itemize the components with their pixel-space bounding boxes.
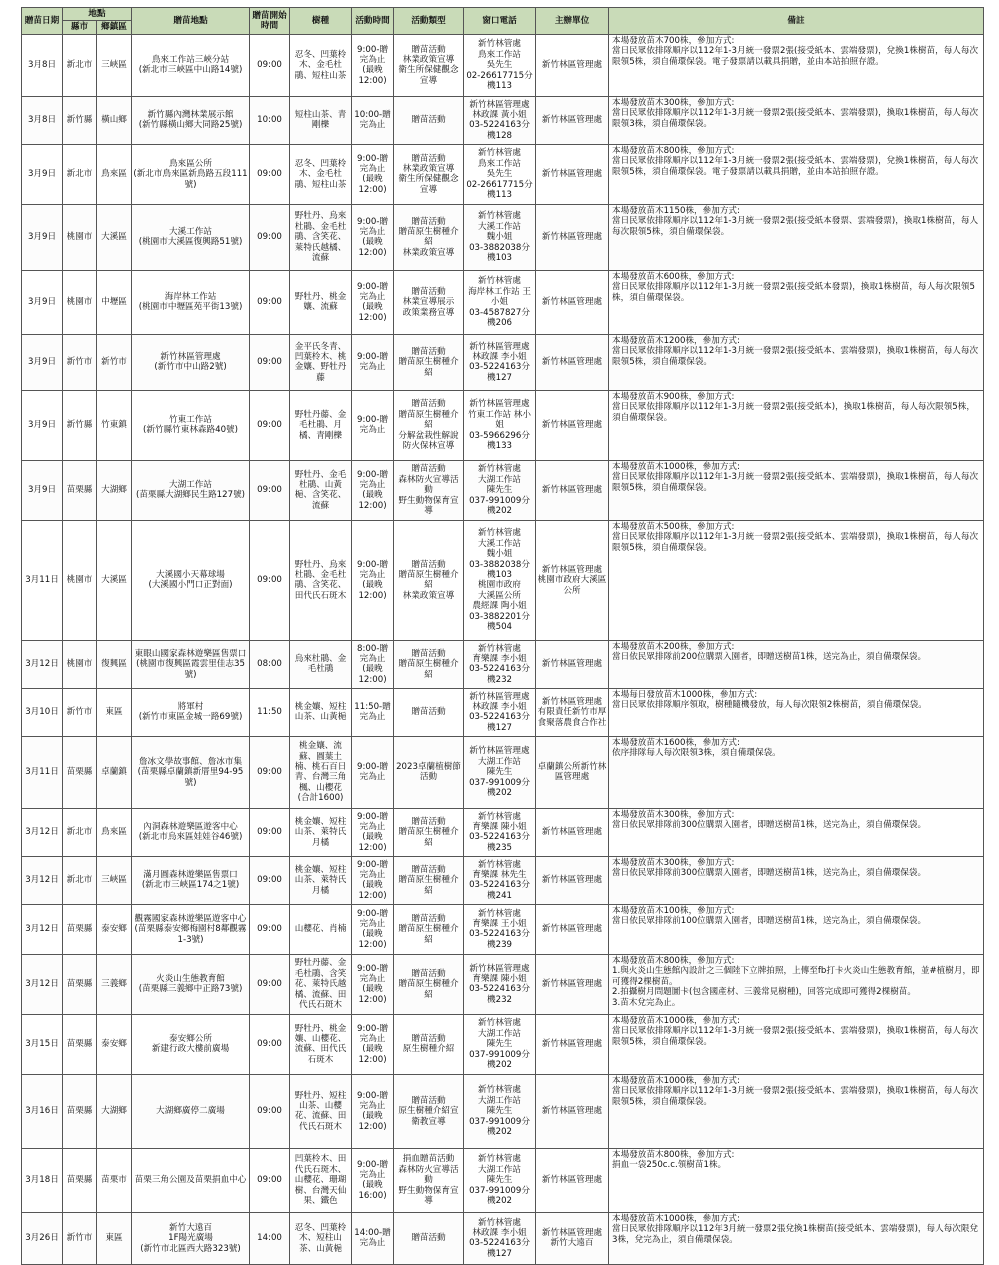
cell-activity-type: 贈苗活動 贈苗原生樹種介紹 [394, 904, 464, 954]
cell-county: 桃園市 [63, 520, 97, 640]
header-phone: 窗口電話 [464, 8, 536, 35]
cell-activity-type: 贈苗活動 贈苗原生樹種介紹 [394, 334, 464, 390]
cell-note: 本場發放苗木1000株，參加方式: 當日民眾依排隊順序以112年3月統一發票2張兌換1株樹苗(接受紙本、雲端發票)，每人每次限兌3株，兌完為止，須自備環保袋。 [609, 1212, 984, 1264]
cell-start-time: 09:00 [250, 808, 290, 856]
cell-address: 滿月圓森林遊樂區售票口 (新北市三峽區174之1號) [132, 856, 250, 904]
cell-date: 3月16日 [22, 1074, 63, 1148]
cell-address: 鳥來工作站三峽分站 (新北市三峽區中山路14號) [132, 34, 250, 96]
cell-start-time: 09:00 [250, 34, 290, 96]
cell-township: 泰安鄉 [97, 1014, 132, 1074]
cell-address: 鳥來區公所 (新北市鳥來區新鳥路五段111號) [132, 144, 250, 204]
cell-duration: 9:00-贈完為止 [352, 736, 394, 808]
cell-county: 桃園市 [63, 640, 97, 688]
cell-organizer: 新竹林區管理處 [536, 270, 609, 334]
cell-address: 海岸林工作站 (桃園市中壢區苑平街13號) [132, 270, 250, 334]
cell-start-time: 10:00 [250, 96, 290, 144]
cell-species: 短柱山茶、青剛櫟 [290, 96, 352, 144]
cell-species: 忍冬、凹葉柃木、金毛杜鵑、短柱山茶 [290, 34, 352, 96]
cell-address: 東眼山國家森林遊樂區售票口 (桃園市復興區霞雲里佳志35號) [132, 640, 250, 688]
cell-duration: 9:00-贈完為止 (最晚12:00) [352, 460, 394, 520]
cell-species: 桃金孃、短柱山茶、山黃梔 [290, 688, 352, 736]
cell-species: 野牡丹、短柱山茶、山櫻花、流蘇、田代氏石斑木 [290, 1074, 352, 1148]
cell-county: 新北市 [63, 856, 97, 904]
cell-address: 將軍村 (新竹市東區金城一路69號) [132, 688, 250, 736]
table-row [22, 1014, 984, 1074]
cell-species: 野牡丹、烏來杜鵑、金毛杜鵑、含笑花、萊特氏越橘、流蘇 [290, 204, 352, 270]
cell-address: 火炎山生態教育館 (苗栗縣三義鄉中正路73號) [132, 954, 250, 1014]
cell-duration: 9:00-贈完為止 (最晚16:00) [352, 1148, 394, 1212]
header-county: 縣市 [63, 21, 97, 34]
cell-duration: 9:00-贈完為止 (最晚12:00) [352, 1014, 394, 1074]
cell-note: 本場發放苗木800株，參加方式: 當日民眾依排隊順序以112年1-3月統一發票2張(接受紙本、雲端發票)，兌換1株樹苗，每人每次限領5株，須自備環保袋。電子發票請以載具捐贈，並由本站拍照存證。 [609, 144, 984, 204]
cell-note: 本場發放苗木1000株，參加方式: 當日民眾依排隊順序以112年1-3月統一發票2張(接受紙本、雲端發票)，換取1株樹苗，每人每次限領5株，須自備環保袋。 [609, 1014, 984, 1074]
cell-duration: 8:00-贈完為止 (最晚12:00) [352, 640, 394, 688]
cell-duration: 9:00-贈完為止 (最晚12:00) [352, 204, 394, 270]
cell-township: 大溪區 [97, 204, 132, 270]
cell-county: 苗栗縣 [63, 1148, 97, 1212]
cell-county: 新北市 [63, 34, 97, 96]
cell-phone: 新竹林管處 大溪工作站 魏小姐 03-3882038分機103 [464, 204, 536, 270]
cell-organizer: 新竹林區管理處 [536, 1014, 609, 1074]
table-row [22, 204, 984, 270]
cell-organizer: 新竹林區管理處 [536, 204, 609, 270]
cell-county: 新竹縣 [63, 96, 97, 144]
cell-phone: 新竹林管處 大湖工作站 陳先生 037-991009分機202 [464, 1074, 536, 1148]
table-row [22, 640, 984, 688]
cell-activity-type: 贈苗活動 林業政策宣導 衛生所保健觀念宣導 [394, 34, 464, 96]
header-activity-type: 活動類型 [394, 8, 464, 35]
cell-start-time: 08:00 [250, 640, 290, 688]
cell-species: 忍冬、凹葉柃木、短柱山茶、山黃梔 [290, 1212, 352, 1264]
header-start-time: 贈苗開始時間 [250, 8, 290, 35]
cell-activity-type: 贈苗活動 原生樹種介紹 [394, 1014, 464, 1074]
cell-date: 3月12日 [22, 808, 63, 856]
table-row [22, 1148, 984, 1212]
cell-note: 本場每日發放苗木1000株，參加方式: 當日民眾依排隊順序領取，樹種隨機發放，每人每次限領2株樹苗，須自備環保袋。 [609, 688, 984, 736]
cell-species: 烏來杜鵑、金毛杜鵑 [290, 640, 352, 688]
table-row [22, 904, 984, 954]
cell-phone: 新竹林區管理處 林政課 李小姐 03-5224163分機127 [464, 334, 536, 390]
cell-activity-type: 贈苗活動 原生樹種介紹宣衛教宣導 [394, 1074, 464, 1148]
cell-activity-type: 贈苗活動 [394, 688, 464, 736]
cell-date: 3月26日 [22, 1212, 63, 1264]
table-body [22, 34, 984, 1264]
cell-note: 本場發放苗木300株，參加方式: 當日依民眾排隊前300位購票入園者，即贈送樹苗1株，送完為止，須自備環保袋。 [609, 808, 984, 856]
cell-duration: 11:50-贈完為止 [352, 688, 394, 736]
cell-township: 三峽區 [97, 34, 132, 96]
cell-county: 新竹市 [63, 334, 97, 390]
cell-species: 凹葉柃木、田代氏石斑木、山櫻花、珊瑚樹、台灣天仙果、鐵色 [290, 1148, 352, 1212]
table-row [22, 34, 984, 96]
cell-address: 苗栗三角公園及苗栗捐血中心 [132, 1148, 250, 1212]
cell-activity-type: 贈苗活動 [394, 1212, 464, 1264]
cell-address: 泰安鄉公所 新建行政大樓前廣場 [132, 1014, 250, 1074]
cell-duration: 9:00-贈完為止 (最晚12:00) [352, 904, 394, 954]
cell-date: 3月12日 [22, 640, 63, 688]
cell-start-time: 09:00 [250, 954, 290, 1014]
cell-species: 野牡丹藤、金毛杜鵑、月橘、青剛櫟 [290, 390, 352, 460]
cell-duration: 9:00-贈完為止 (最晚12:00) [352, 808, 394, 856]
cell-township: 卓蘭鎮 [97, 736, 132, 808]
cell-county: 桃園市 [63, 270, 97, 334]
cell-note: 本場發放苗木1150株，參加方式: 當日民眾依排隊順序以112年1-3月統一發票2張(接受紙本發票、雲端發票)，換取1株樹苗，每人每次限領5株，須自備環保袋。 [609, 204, 984, 270]
cell-species: 桃金孃、流蘇、圓葉土楠、桃石百日青、台灣三角楓、山櫻花 (合計1600) [290, 736, 352, 808]
cell-organizer: 新竹林區管理處 [536, 808, 609, 856]
cell-address: 大湖工作站 (苗栗縣大湖鄉民生路127號) [132, 460, 250, 520]
cell-phone: 新竹林管處 鳥來工作站 吳先生 02-26617715分機113 [464, 144, 536, 204]
cell-note: 本場發放苗木100株，參加方式: 當日依民眾排隊前100位購票入園者，即贈送樹苗1株，送完為止，須自備環保袋。 [609, 904, 984, 954]
cell-township: 東區 [97, 1212, 132, 1264]
cell-activity-type: 贈苗活動 贈苗原生樹種介紹 分解盆栽性解說 防火保林宣導 [394, 390, 464, 460]
cell-phone: 新竹林管處 育樂課 王小姐 03-5224163分機239 [464, 904, 536, 954]
cell-phone: 新竹林管處 育樂課 林先生 03-5224163分機241 [464, 856, 536, 904]
cell-county: 新竹市 [63, 1212, 97, 1264]
header-organizer: 主辦單位 [536, 8, 609, 35]
cell-county: 苗栗縣 [63, 736, 97, 808]
cell-note: 本場發放苗木200株，參加方式: 當日依民眾排隊前200位購票入園者，即贈送樹苗1株，送完為止，須自備環保袋。 [609, 640, 984, 688]
cell-date: 3月12日 [22, 904, 63, 954]
cell-species: 山櫻花、肖楠 [290, 904, 352, 954]
cell-date: 3月9日 [22, 460, 63, 520]
cell-date: 3月9日 [22, 390, 63, 460]
cell-start-time: 09:00 [250, 904, 290, 954]
cell-species: 野牡丹藤、金毛杜鵑、含笑花、萊特氏越橘、流蘇、田代氏石斑木 [290, 954, 352, 1014]
cell-phone: 新竹林管處 大湖工作站 陳先生 037-991009分機202 [464, 1014, 536, 1074]
header-township: 鄉鎮區 [97, 21, 132, 34]
cell-township: 泰安鄉 [97, 904, 132, 954]
cell-township: 中壢區 [97, 270, 132, 334]
cell-organizer: 新竹林區管理處 有限責任新竹市厚食聚落農食合作社 [536, 688, 609, 736]
cell-duration: 9:00-贈完為止 (最晚12:00) [352, 954, 394, 1014]
cell-address: 內洞森林遊樂區遊客中心 (新北市烏來區娃娃谷46號) [132, 808, 250, 856]
cell-date: 3月12日 [22, 856, 63, 904]
cell-phone: 新竹林管處 大溪工作站 魏小姐 03-3882038分機103 桃園市政府 大溪區公所 農經課 陶小姐 03-3882201分機504 [464, 520, 536, 640]
cell-start-time: 09:00 [250, 856, 290, 904]
cell-county: 新北市 [63, 144, 97, 204]
cell-date: 3月11日 [22, 736, 63, 808]
cell-date: 3月12日 [22, 954, 63, 1014]
table-row [22, 1212, 984, 1264]
table-row [22, 270, 984, 334]
cell-species: 野牡丹、金毛杜鵑、山黃梔、含笑花、流蘇 [290, 460, 352, 520]
cell-activity-type: 贈苗活動 贈苗原生樹種介紹 林業政策宣導 [394, 520, 464, 640]
cell-start-time: 09:00 [250, 144, 290, 204]
cell-township: 苗栗市 [97, 1148, 132, 1212]
cell-township: 大湖鄉 [97, 460, 132, 520]
cell-activity-type: 贈苗活動 贈苗原生樹種介紹 [394, 856, 464, 904]
cell-phone: 新竹林管處 海岸林工作站 王小姐 03-4587827分機206 [464, 270, 536, 334]
table-row [22, 688, 984, 736]
header-location: 地點 [63, 8, 132, 21]
cell-county: 苗栗縣 [63, 460, 97, 520]
cell-phone: 新竹林區管理處 育樂課 陳小姐 03-5224163分機232 [464, 954, 536, 1014]
cell-activity-type: 贈苗活動 森林防火宣導活動 野生動物保育宣導 [394, 460, 464, 520]
cell-activity-type: 贈苗活動 贈苗原生樹種介紹 [394, 954, 464, 1014]
cell-duration: 10:00-贈完為止 [352, 96, 394, 144]
cell-address: 詹冰文學故事館、詹冰市集 (苗栗縣卓蘭鎮新厝里94-95號) [132, 736, 250, 808]
cell-activity-type: 贈苗活動 林業政策宣導 衛生所保健觀念宣導 [394, 144, 464, 204]
cell-phone: 新竹林管處 鳥來工作站 吳先生 02-26617715分機113 [464, 34, 536, 96]
cell-phone: 新竹林管處 育樂課 陳小姐 03-5224163分機235 [464, 808, 536, 856]
cell-phone: 新竹林管處 大湖工作站 陳先生 037-991009分機202 [464, 460, 536, 520]
cell-address: 竹東工作站 (新竹縣竹東林森路40號) [132, 390, 250, 460]
cell-activity-type: 贈苗活動 贈苗原生樹種介紹 林業政策宣導 [394, 204, 464, 270]
table-row [22, 390, 984, 460]
cell-organizer: 新竹林區管理處 桃園市政府大溪區公所 [536, 520, 609, 640]
cell-duration: 9:00-贈完為止 [352, 334, 394, 390]
cell-start-time: 14:00 [250, 1212, 290, 1264]
seedling-event-table [21, 7, 984, 1265]
table-row [22, 808, 984, 856]
table-row [22, 736, 984, 808]
cell-phone: 新竹林區管理處 竹東工作站 林小姐 03-5966296分機133 [464, 390, 536, 460]
table-row [22, 520, 984, 640]
cell-note: 本場發放苗木1000株，參加方式: 當日民眾依排隊順序以112年1-3月統一發票2張(接受紙本、雲端發票)，換取1株樹苗，每人每次限領5株，須自備環保袋。 [609, 1074, 984, 1148]
cell-start-time: 09:00 [250, 1074, 290, 1148]
header-address: 贈苗地點 [132, 8, 250, 35]
cell-address: 大溪國小天幕球場 (大溪國小門口正對面) [132, 520, 250, 640]
cell-start-time: 09:00 [250, 1014, 290, 1074]
cell-duration: 9:00-贈完為止 (最晚12:00) [352, 144, 394, 204]
cell-organizer: 新竹林區管理處 [536, 856, 609, 904]
cell-note: 本場發放苗木300株，參加方式: 當日民眾依排隊順序以112年1-3月統一發票2張(接受紙本、雲端發票)，換取1株樹苗，每人每次限領3株，須自備環保袋。 [609, 96, 984, 144]
cell-note: 本場發放苗木900株，參加方式: 當日民眾依排隊順序以112年1-3月統一發票2張(接受紙本)，換取1株樹苗，每人每次限領5株，須自備環保袋。 [609, 390, 984, 460]
cell-organizer: 新竹林區管理處 [536, 1148, 609, 1212]
cell-note: 本場發放苗木1600株，參加方式: 依序排隊每人每次限領3株，須自備環保袋。 [609, 736, 984, 808]
cell-county: 苗栗縣 [63, 904, 97, 954]
cell-date: 3月9日 [22, 270, 63, 334]
cell-address: 新竹林區管理處 (新竹市中山路2號) [132, 334, 250, 390]
cell-start-time: 09:00 [250, 390, 290, 460]
cell-county: 新竹市 [63, 688, 97, 736]
cell-duration: 9:00-贈完為止 (最晚12:00) [352, 1074, 394, 1148]
cell-township: 鳥來區 [97, 808, 132, 856]
cell-activity-type: 贈苗活動 贈苗原生樹種介紹 [394, 808, 464, 856]
cell-address: 新竹縣內灣林業展示館 (新竹縣橫山鄉大同路25號) [132, 96, 250, 144]
table-row [22, 96, 984, 144]
cell-organizer: 新竹林區管理處 [536, 1074, 609, 1148]
cell-note: 本場發放苗木1000株，參加方式: 當日民眾依排隊順序以112年1-3月統一發票2張(接受紙本、雲端發票)，換取1株樹苗，每人每次限領5株，須自備環保袋。 [609, 460, 984, 520]
cell-organizer: 新竹林區管理處 [536, 954, 609, 1014]
cell-organizer: 新竹林區管理處 [536, 460, 609, 520]
cell-duration: 9:00-贈完為止 (最晚12:00) [352, 270, 394, 334]
cell-duration: 9:00-贈完為止 (最晚12:00) [352, 856, 394, 904]
cell-date: 3月15日 [22, 1014, 63, 1074]
cell-start-time: 09:00 [250, 270, 290, 334]
cell-activity-type: 贈苗活動 [394, 96, 464, 144]
cell-county: 苗栗縣 [63, 1074, 97, 1148]
cell-activity-type: 2023卓蘭植樹節活動 [394, 736, 464, 808]
cell-species: 桃金孃、短柱山茶、萊特氏月橘 [290, 856, 352, 904]
cell-township: 鳥來區 [97, 144, 132, 204]
cell-township: 竹東鎮 [97, 390, 132, 460]
table-row [22, 1074, 984, 1148]
cell-township: 橫山鄉 [97, 96, 132, 144]
cell-phone: 新竹林區管理處 林政課 黃小姐 03-5224163分機128 [464, 96, 536, 144]
cell-phone: 新竹林管處 大湖工作站 陳先生 037-991009分機202 [464, 1148, 536, 1212]
cell-start-time: 09:00 [250, 204, 290, 270]
cell-township: 新竹市 [97, 334, 132, 390]
cell-duration: 9:00-贈完為止 (最晚12:00) [352, 34, 394, 96]
cell-duration: 14:00-贈完為止 [352, 1212, 394, 1264]
cell-note: 本場發放苗木700株，參加方式: 當日民眾依排隊順序以112年1-3月統一發票2張(接受紙本、雲端發票)，兌換1株樹苗，每人每次限領5株，須自備環保袋。電子發票請以載具捐贈，並由本站拍照存證。 [609, 34, 984, 96]
header-species: 樹種 [290, 8, 352, 35]
cell-date: 3月18日 [22, 1148, 63, 1212]
cell-start-time: 09:00 [250, 520, 290, 640]
cell-county: 桃園市 [63, 204, 97, 270]
cell-organizer: 新竹林區管理處 [536, 34, 609, 96]
cell-phone: 新竹林區管理處 林政課 李小姐 03-5224163分機127 [464, 688, 536, 736]
table-row [22, 334, 984, 390]
cell-township: 大溪區 [97, 520, 132, 640]
cell-township: 三峽區 [97, 856, 132, 904]
cell-phone: 新竹林區管理處 大湖工作站 陳先生 037-991009分機202 [464, 736, 536, 808]
cell-species: 桃金孃、短柱山茶、萊特氏月橘 [290, 808, 352, 856]
cell-activity-type: 贈苗活動 贈苗原生樹種介紹 [394, 640, 464, 688]
cell-organizer: 新竹林區管理處 新竹大遠百 [536, 1212, 609, 1264]
table-row [22, 144, 984, 204]
table-row [22, 460, 984, 520]
table-row [22, 856, 984, 904]
cell-date: 3月10日 [22, 688, 63, 736]
cell-phone: 新竹林管處 林政課 李小姐 03-5224163分機127 [464, 1212, 536, 1264]
cell-organizer: 新竹林區管理處 [536, 334, 609, 390]
header-date: 贈苗日期 [22, 8, 63, 35]
cell-activity-type: 贈苗活動 林業宣導展示 政策業務宣導 [394, 270, 464, 334]
cell-township: 三義鄉 [97, 954, 132, 1014]
cell-organizer: 新竹林區管理處 [536, 640, 609, 688]
cell-address: 新竹大遠百 1F陽光廣場 (新竹市北區西大路323號) [132, 1212, 250, 1264]
cell-date: 3月9日 [22, 204, 63, 270]
cell-organizer: 新竹林區管理處 [536, 96, 609, 144]
cell-date: 3月8日 [22, 96, 63, 144]
cell-organizer: 新竹林區管理處 [536, 904, 609, 954]
cell-note: 本場發放苗木500株，參加方式: 當日民眾依排隊順序以112年1-3月統一發票2張(接受紙本、雲端發票)，換取1株樹苗，每人每次限領5株，須自備環保袋。 [609, 520, 984, 640]
cell-activity-type: 捐血贈苗活動 森林防火宣導活動 野生動物保育宣導 [394, 1148, 464, 1212]
cell-county: 苗栗縣 [63, 954, 97, 1014]
cell-address: 大溪工作站 (桃園市大溪區復興路51號) [132, 204, 250, 270]
cell-species: 野牡丹、桃金孃、山櫻花、流蘇、田代氏石斑木 [290, 1014, 352, 1074]
cell-organizer: 新竹林區管理處 [536, 144, 609, 204]
cell-note: 本場發放苗木1200株，參加方式: 當日民眾依排隊順序以112年1-3月統一發票2張(接受紙本、雲端發票)，換取1株樹苗，每人每次限領5株，須自備環保袋。 [609, 334, 984, 390]
cell-address: 觀霧國家森林遊樂區遊客中心 (苗栗縣泰安鄉梅園村8鄰觀霧1-3號) [132, 904, 250, 954]
cell-start-time: 09:00 [250, 1148, 290, 1212]
cell-species: 野牡丹、烏來杜鵑、金毛杜鵑、含笑花、田代氏石斑木 [290, 520, 352, 640]
header-duration: 活動時間 [352, 8, 394, 35]
cell-county: 新北市 [63, 808, 97, 856]
cell-duration: 9:00-贈完為止 [352, 390, 394, 460]
header-note: 備註 [609, 8, 984, 35]
cell-date: 3月8日 [22, 34, 63, 96]
cell-start-time: 11:50 [250, 688, 290, 736]
cell-species: 野牡丹、桃金孃、流蘇 [290, 270, 352, 334]
cell-address: 大湖鄉廣停二廣場 [132, 1074, 250, 1148]
cell-organizer: 卓蘭鎮公所新竹林區管理處 [536, 736, 609, 808]
cell-duration: 9:00-贈完為止 (最晚12:00) [352, 520, 394, 640]
cell-organizer: 新竹林區管理處 [536, 390, 609, 460]
cell-start-time: 09:00 [250, 460, 290, 520]
cell-note: 本場發放苗木600株，參加方式: 當日民眾依排隊順序以112年1-3月統一發票2張(接受紙本發票)，換取1株樹苗，每人每次限領5株，須自備環保袋。 [609, 270, 984, 334]
cell-county: 新竹縣 [63, 390, 97, 460]
cell-species: 忍冬、凹葉柃木、金毛杜鵑、短柱山茶 [290, 144, 352, 204]
cell-note: 本場發放苗木800株，參加方式: 1.與火炎山生態館內設計之三個陸下立牌拍照，上傳至fb打卡火炎山生態教育館，並#植樹月，即可獲得2棵樹苗。 2.拍攝樹月問題圖卡(包含國產材、三義常見樹種)，回答完成即可獲得2棵樹苗。 3.苗木兌完為止。 [609, 954, 984, 1014]
cell-date: 3月9日 [22, 334, 63, 390]
cell-note: 本場發放苗木800株，參加方式: 捐血一袋250c.c.領樹苗1株。 [609, 1148, 984, 1212]
cell-date: 3月11日 [22, 520, 63, 640]
cell-note: 本場發放苗木300株，參加方式: 當日依民眾排隊前300位購票入園者，即贈送樹苗1株，送完為止，須自備環保袋。 [609, 856, 984, 904]
cell-township: 大湖鄉 [97, 1074, 132, 1148]
cell-county: 苗栗縣 [63, 1014, 97, 1074]
table-row [22, 954, 984, 1014]
cell-phone: 新竹林管處 育樂課 李小姐 03-5224163分機232 [464, 640, 536, 688]
cell-date: 3月9日 [22, 144, 63, 204]
cell-township: 東區 [97, 688, 132, 736]
cell-species: 金平氏冬青、凹葉柃木、桃金孃、野牡丹藤 [290, 334, 352, 390]
cell-township: 復興區 [97, 640, 132, 688]
cell-start-time: 09:00 [250, 334, 290, 390]
cell-start-time: 09:00 [250, 736, 290, 808]
